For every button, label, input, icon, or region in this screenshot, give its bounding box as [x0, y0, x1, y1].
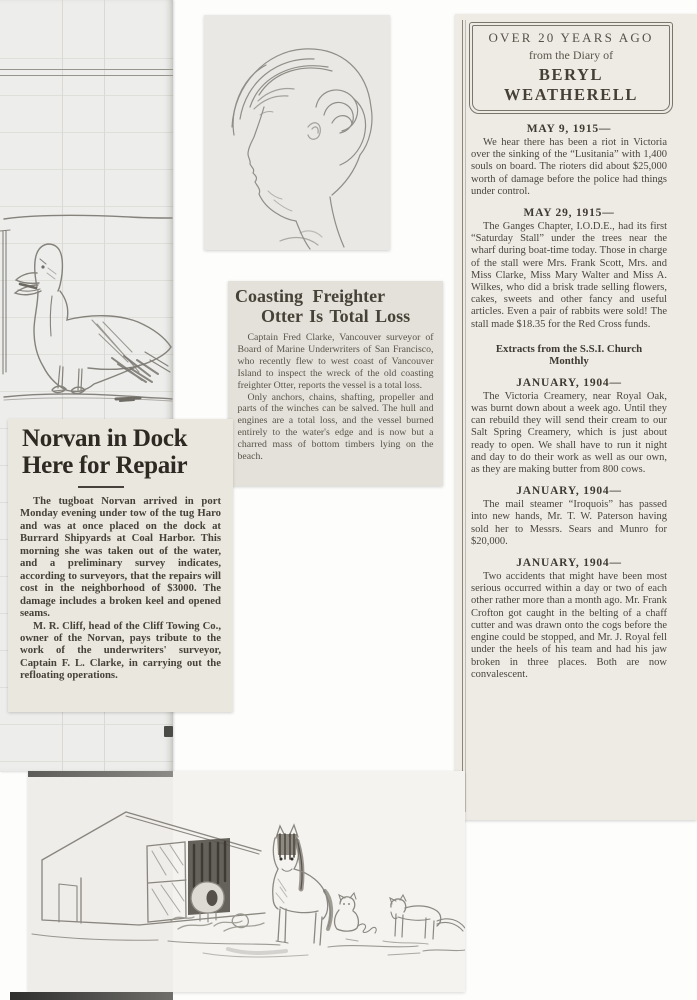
norvan-paragraph: The tugboat Norvan arrived in port Monday evening under tow of the tug Haro and was at once placed on the dock at Burrard Shipyards at Coal Harbor. This morning she was taken out of the water, and a preliminary survey indicates, according to surveyors, that the repairs will cost in the neighborhood of $3000. The damage includes a broken keel and opened seams.: [20, 495, 221, 620]
diary-entry: Two accidents that might have been most serious occurred within a day or two of each other rather more than a month ago. Mr. Frank Crofton got caught in the belting of a chaff cutter and was drawn onto the cogs before the engine could be stopped, and Mr. J. Royal fell under the heels of his team and had his jaw broken in three places. Both are now convalescent.: [471, 571, 667, 680]
diary-masthead-box: [469, 22, 673, 114]
diary-entry: The mail steamer “Iroquois” has passed into new hands, Mr. T. W. Paterson having sold her to Messrs. Sears and Munro for $20,000.: [471, 499, 667, 547]
masthead-line2: from the Diary of: [528, 48, 614, 62]
freighter-paragraph: Only anchors, chains, shafting, propeller and parts of the winches can be salved. The hull and engines are a total loss, and the vessel burned entirely to the water's edge and is now but a charred mass of bottom timbers lying on the beach.: [237, 391, 434, 463]
diary-masthead-inner: [472, 25, 670, 111]
masthead-line1: OVER 20 YEARS AGO: [488, 30, 654, 45]
diary-date-heading: JANUARY, 1904—: [516, 376, 622, 389]
freighter-headline-line1: Coasting Freighter: [235, 286, 386, 306]
paper-edge-shadow: [10, 992, 173, 1000]
headline-rule: [78, 486, 124, 488]
diary-date-heading: JANUARY, 1904—: [516, 557, 622, 570]
freighter-body: [238, 332, 434, 463]
barn-sketch-sheet: [28, 771, 465, 992]
diary-content: [471, 123, 667, 681]
paper-edge-shadow: [28, 771, 173, 777]
norvan-clipping: [8, 419, 233, 712]
child-profile-sketch: [204, 15, 390, 250]
diary-subheading: Extracts from the S.S.I. Church Monthly: [495, 342, 643, 368]
norvan-paragraph: M. R. Cliff, head of the Cliff Towing Co., owner of the Norvan, pays tribute to the work of the underwriters' surveyor, Captain F. L. Clarke, in carrying out the refloating operations.: [20, 619, 221, 682]
freighter-headline-line2: Otter Is Total Loss: [261, 306, 411, 326]
diary-entry: We hear there has been a riot in Victoria over the sinking of the “Lusitania” with 1,400 souls on board. The rioters did about $25,000 worth of damage before the police had things under control.: [471, 137, 667, 197]
diary-clipping: [455, 14, 697, 820]
diary-entry: The Ganges Chapter, I.O.D.E., had its first “Saturday Stall” under the trees near the wharf during boat-time today. Those in charge of the stall were Mrs. Frank Scott, Mrs. and Miss Clarke, Miss Mary Walter and Miss A. Wilkes, who did a brisk trade selling flowers, cakes, sweets and other fancy and useful articles. Even a pair of rabbits were sold! The stall made $18.35 for the Red Cross funds.: [471, 221, 667, 330]
tape-mark: [164, 726, 173, 737]
profile-sketch-sheet: [204, 15, 390, 250]
norvan-headline-line1: Norvan in Dock: [22, 425, 188, 452]
freighter-clipping: [228, 281, 443, 486]
freighter-paragraph: Captain Fred Clarke, Vancouver surveyor of Board of Marine Underwriters of San Francisco, who recently flew to west coast of Vancouver Island to inspect the wreck of the old coasting freighter Otter, reports the vessel is a total loss.: [237, 332, 434, 391]
column-rule: [462, 20, 466, 812]
diary-entry: The Victoria Creamery, near Royal Oak, was burnt down about a week ago. Until they can rebuild they will send their cream to our Salt Spring Creamery, which is just about ready to open. We shall have to run it night and day to do their work as well as our own, as they are making butter from 800 cows.: [471, 390, 667, 476]
paper-seam: [28, 771, 173, 992]
diary-date-heading: MAY 9, 1915—: [526, 123, 612, 135]
norvan-body: [20, 495, 221, 682]
diary-date-heading: JANUARY, 1904—: [516, 485, 622, 498]
diary-date-heading: MAY 29, 1915—: [523, 207, 615, 220]
masthead-line3: BERYL WEATHERELL: [504, 65, 638, 104]
norvan-headline-line2: Here for Repair: [22, 452, 188, 479]
